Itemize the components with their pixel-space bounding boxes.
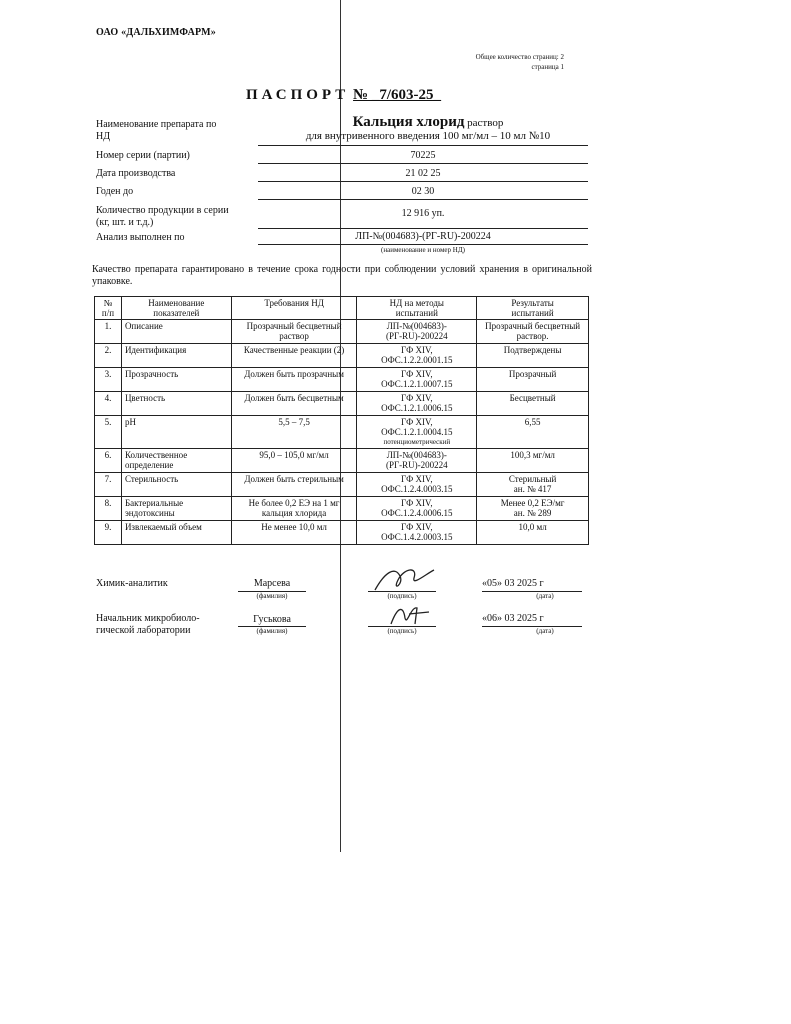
row-name: Бактериальные эндотоксины (121, 497, 231, 521)
row-method: ГФ XIV, ОФС.1.2.1.0007.15 (357, 368, 477, 392)
chemist-name-caption: (фамилия) (256, 592, 288, 600)
header-num: № п/п (95, 297, 122, 320)
analysis-value: ЛП-№(004683)-(РГ-RU)-200224 (355, 231, 491, 242)
batch-underline (258, 163, 588, 164)
row-method: ГФ XIV, ОФС.1.2.1.0006.15 (357, 392, 477, 416)
head-date: «06» 03 2025 г (482, 613, 544, 624)
row-method: ЛП-№(004683)- (РГ-RU)-200224 (357, 320, 477, 344)
row-num: 2. (95, 344, 122, 368)
drug-line2: для внутривенного введения 100 мг/мл – 10 мл №10 (305, 130, 551, 142)
exp-underline (258, 199, 588, 200)
drug-name (258, 116, 598, 143)
row-num: 8. (95, 497, 122, 521)
chemist-role: Химик-аналитик (96, 578, 168, 589)
table-header-row (95, 297, 589, 320)
row-num: 9. (95, 521, 122, 545)
row-result: 6,55 (477, 416, 589, 449)
row-result: 100,3 мг/мл (477, 449, 589, 473)
row-req: Прозрачный бесцветный раствор (231, 320, 357, 344)
row-name: Описание (121, 320, 231, 344)
page-number: страница 1 (531, 63, 564, 71)
drug-label (96, 119, 216, 143)
qty-underline (258, 228, 588, 229)
exp-label: Годен до (96, 186, 134, 197)
passport-number: № _7/603-25_ (353, 87, 442, 103)
chemist-date-caption: (дата) (536, 592, 554, 600)
row-req: Качественные реакции (2) (231, 344, 357, 368)
results-table (94, 296, 589, 545)
row-num: 6. (95, 449, 122, 473)
drug-suffix: раствор (467, 117, 504, 129)
row-name: Количественное определение (121, 449, 231, 473)
qty-value: 12 916 уп. (401, 208, 445, 219)
row-req: Должен быть бесцветным (231, 392, 357, 416)
row-result: Менее 0,2 ЕЭ/мг ан. № 289 (477, 497, 589, 521)
drug-name-main: Кальция хлорид (352, 114, 465, 130)
table-row (95, 497, 589, 521)
total-pages: Общее количество страниц: 2 (475, 53, 564, 61)
row-result: Прозрачный (477, 368, 589, 392)
row-name: Стерильность (121, 473, 231, 497)
drug-label-line1: Наименование препарата по (96, 119, 217, 130)
analysis-caption: (наименование и номер НД) (381, 246, 465, 254)
chemist-signature-caption: (подпись) (387, 592, 417, 600)
row-result: 10,0 мл (477, 521, 589, 545)
company-name: ОАО «ДАЛЬХИМФАРМ» (96, 27, 216, 38)
row-method: ГФ XIV, ОФС.1.2.4.0006.15 (357, 497, 477, 521)
page-info (470, 52, 564, 72)
row-req: Должен быть прозрачным (231, 368, 357, 392)
head-role (96, 613, 200, 637)
quality-note: Качество препарата гарантировано в течение срока годности при соблюдении условий хранения в оригинальной упаковке. (92, 264, 592, 287)
row-method: ЛП-№(004683)- (РГ-RU)-200224 (357, 449, 477, 473)
row-num: 7. (95, 473, 122, 497)
row-num: 1. (95, 320, 122, 344)
row-name: Идентификация (121, 344, 231, 368)
row-result: Прозрачный бесцветный раствор. (477, 320, 589, 344)
drug-underline (258, 145, 588, 146)
analysis-underline (258, 244, 588, 245)
row-num: 4. (95, 392, 122, 416)
header-method: НД на методы испытаний (357, 297, 477, 320)
header-req: Требования НД (231, 297, 357, 320)
table-row (95, 344, 589, 368)
table-row (95, 320, 589, 344)
row-name: pH (121, 416, 231, 449)
row-method: ГФ XIV, ОФС.1.2.2.0001.15 (357, 344, 477, 368)
batch-value: 70225 (410, 150, 436, 161)
chemist-date: «05» 03 2025 г (482, 578, 544, 589)
row-num: 3. (95, 368, 122, 392)
row-method: ГФ XIV, ОФС.1.4.2.0003.15 (357, 521, 477, 545)
table-row (95, 521, 589, 545)
row-req: Не более 0,2 ЕЭ на 1 мг кальция хлорида (231, 497, 357, 521)
mfg-underline (258, 181, 588, 182)
head-role-line2: гической лаборатории (96, 625, 191, 636)
mfg-label: Дата производства (96, 168, 176, 179)
drug-label-line2: НД (96, 131, 111, 142)
mfg-value: 21 02 25 (405, 168, 441, 179)
table-row (95, 368, 589, 392)
row-req: 5,5 – 7,5 (231, 416, 357, 449)
header-result: Результаты испытаний (477, 297, 589, 320)
row-name: Прозрачность (121, 368, 231, 392)
table-row (95, 473, 589, 497)
qty-label-line2: (кг, шт. и т.д.) (96, 217, 154, 228)
analysis-label: Анализ выполнен по (96, 232, 185, 243)
head-role-line1: Начальник микробиоло- (96, 613, 200, 624)
chemist-name: Марсева (253, 578, 291, 589)
head-date-caption: (дата) (536, 627, 554, 635)
row-result: Бесцветный (477, 392, 589, 416)
table-row (95, 416, 589, 449)
row-result: Подтверждены (477, 344, 589, 368)
header-name: Наименование показателей (121, 297, 231, 320)
row-num: 5. (95, 416, 122, 449)
row-name: Извлекаемый объем (121, 521, 231, 545)
row-method: ГФ XIV, ОФС.1.2.4.0003.15 (357, 473, 477, 497)
qty-label (96, 205, 229, 229)
row-result: Стерильный ан. № 417 (477, 473, 589, 497)
row-req: 95,0 – 105,0 мг/мл (231, 449, 357, 473)
exp-value: 02 30 (411, 186, 435, 197)
row-req: Не менее 10,0 мл (231, 521, 357, 545)
head-name-caption: (фамилия) (256, 627, 288, 635)
row-name: Цветность (121, 392, 231, 416)
row-method: ГФ XIV, ОФС.1.2.1.0004.15 потенциометрический (357, 416, 477, 449)
title-label: ПАСПОРТ (246, 87, 350, 103)
document-title (246, 87, 441, 104)
head-signature-caption: (подпись) (387, 627, 417, 635)
table-row (95, 392, 589, 416)
head-name: Гуськова (253, 614, 291, 625)
batch-label: Номер серии (партии) (96, 150, 190, 161)
row-req: Должен быть стерильным (231, 473, 357, 497)
table-row (95, 449, 589, 473)
qty-label-line1: Количество продукции в серии (96, 205, 229, 216)
